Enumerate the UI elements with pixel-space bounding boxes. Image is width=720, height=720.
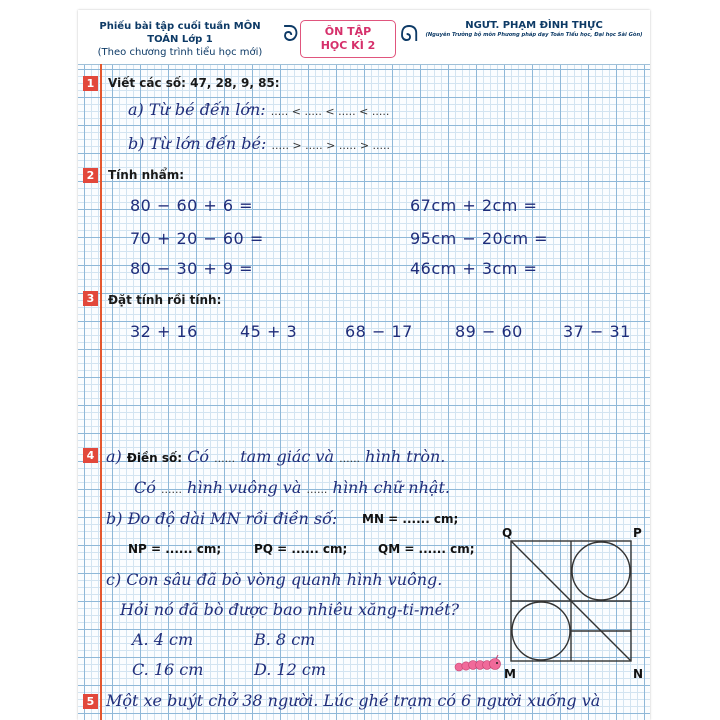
- q1-part-b: [128, 134, 390, 153]
- q2-title: Tính nhẩm:: [108, 168, 185, 182]
- diagonal-top-left: [511, 541, 571, 601]
- q4-a-prefix: a): [106, 447, 122, 466]
- q2-right-3: 46cm + 3cm =: [410, 259, 538, 278]
- q1-part-a: [128, 100, 389, 119]
- q2-left-2: 70 + 20 − 60 =: [130, 229, 264, 248]
- q4-a1-p2: tam giác và: [240, 447, 334, 466]
- circle-bottom-left: [512, 602, 570, 660]
- header-title-line1: Phiếu bài tập cuối tuần MÔN TOÁN Lớp 1: [99, 21, 261, 45]
- q4-part-a-line1: [106, 447, 445, 466]
- badge-line1: ÔN TẬP: [324, 25, 372, 38]
- q1-part-b-label: b) Từ lớn đến bé:: [128, 134, 267, 153]
- q4-part-c-line1: c) Con sâu đã bò vòng quanh hình vuông.: [106, 570, 443, 589]
- q4-a2-p3: hình chữ nhật.: [332, 478, 450, 497]
- corner-m: M: [504, 667, 516, 681]
- header-title-line2: (Theo chương trình tiểu học mới): [97, 47, 263, 58]
- q4-pq-field: PQ = ...... cm;: [254, 542, 348, 556]
- header-author: [418, 20, 650, 39]
- q4-a1-blank: ......: [214, 452, 236, 465]
- q4-qm-field: QM = ...... cm;: [378, 542, 475, 556]
- q3-item-4: 89 − 60: [455, 322, 523, 341]
- q4-mn-field: MN = ...... cm;: [362, 512, 459, 526]
- q2-left-1: 80 − 60 + 6 =: [130, 196, 254, 215]
- q3-item-2: 45 + 3: [240, 322, 298, 341]
- q4-a1-p1: Có: [187, 447, 210, 466]
- q1-part-b-blank: ..... > ..... > ..... > .....: [271, 139, 391, 152]
- q4-part-c-line2: Hỏi nó đã bò được bao nhiêu xăng-ti-mét?: [120, 600, 460, 619]
- q4-option-b: B. 8 cm: [254, 630, 316, 649]
- q3-item-5: 37 − 31: [563, 322, 631, 341]
- header-title: [84, 20, 276, 59]
- q5-number: 5: [83, 694, 98, 709]
- q4-part-b-instruction: b) Đo độ dài MN rồi điền số:: [106, 509, 338, 528]
- circle-top-right: [572, 542, 630, 600]
- q4-option-c: C. 16 cm: [132, 660, 204, 679]
- badge-line2: HỌC KÌ 2: [320, 39, 376, 52]
- q3-title: Đặt tính rồi tính:: [108, 293, 222, 307]
- q3-item-3: 68 − 17: [345, 322, 413, 341]
- q2-left-3: 80 − 30 + 9 =: [130, 259, 254, 278]
- q4-a2-p2: hình vuông và: [187, 478, 302, 497]
- q2-right-2: 95cm − 20cm =: [410, 229, 549, 248]
- author-title: (Nguyên Trưởng bộ môn Phương pháp dạy Toán Tiểu học, Đại học Sài Gòn): [425, 32, 643, 38]
- review-badge: [300, 20, 396, 58]
- q1-part-a-label: a) Từ bé đến lớn:: [128, 100, 266, 119]
- margin-line: [100, 64, 102, 720]
- q5-text: Một xe buýt chở 38 người. Lúc ghé trạm có 6 người xuống và: [106, 691, 601, 710]
- author-name: NGƯT. PHẠM ĐÌNH THỰC: [465, 20, 603, 31]
- scroll-ornament-left-icon: ᘐ: [283, 22, 299, 47]
- q4-a2-blank2: ......: [306, 483, 328, 496]
- q3-number: 3: [83, 291, 98, 306]
- q3-item-1: 32 + 16: [130, 322, 198, 341]
- q1-part-a-blank: ..... < ..... < ..... < .....: [270, 105, 390, 118]
- q2-number: 2: [83, 168, 98, 183]
- corner-p: P: [633, 526, 642, 540]
- q2-right-1: 67cm + 2cm =: [410, 196, 538, 215]
- q4-a1-blank2: ......: [339, 452, 361, 465]
- q4-number: 4: [83, 448, 98, 463]
- q4-part-a-line2: [134, 478, 450, 497]
- q4-a2-p1: Có: [134, 478, 156, 497]
- q4-a2-blank: ......: [160, 483, 182, 496]
- square-figure: [510, 540, 632, 666]
- q4-option-d: D. 12 cm: [254, 660, 327, 679]
- q1-number: 1: [83, 76, 98, 91]
- q1-title: Viết các số: 47, 28, 9, 85:: [108, 76, 280, 90]
- q4-a1-p3: hình tròn.: [365, 447, 446, 466]
- corner-n: N: [633, 667, 644, 681]
- corner-q: Q: [502, 526, 513, 540]
- q4-np-field: NP = ...... cm;: [128, 542, 222, 556]
- q4-option-a: A. 4 cm: [132, 630, 194, 649]
- caterpillar-icon: [453, 655, 505, 673]
- scroll-ornament-right-icon: ᘏ: [400, 22, 419, 47]
- q4-a-label: Điền số:: [126, 451, 183, 465]
